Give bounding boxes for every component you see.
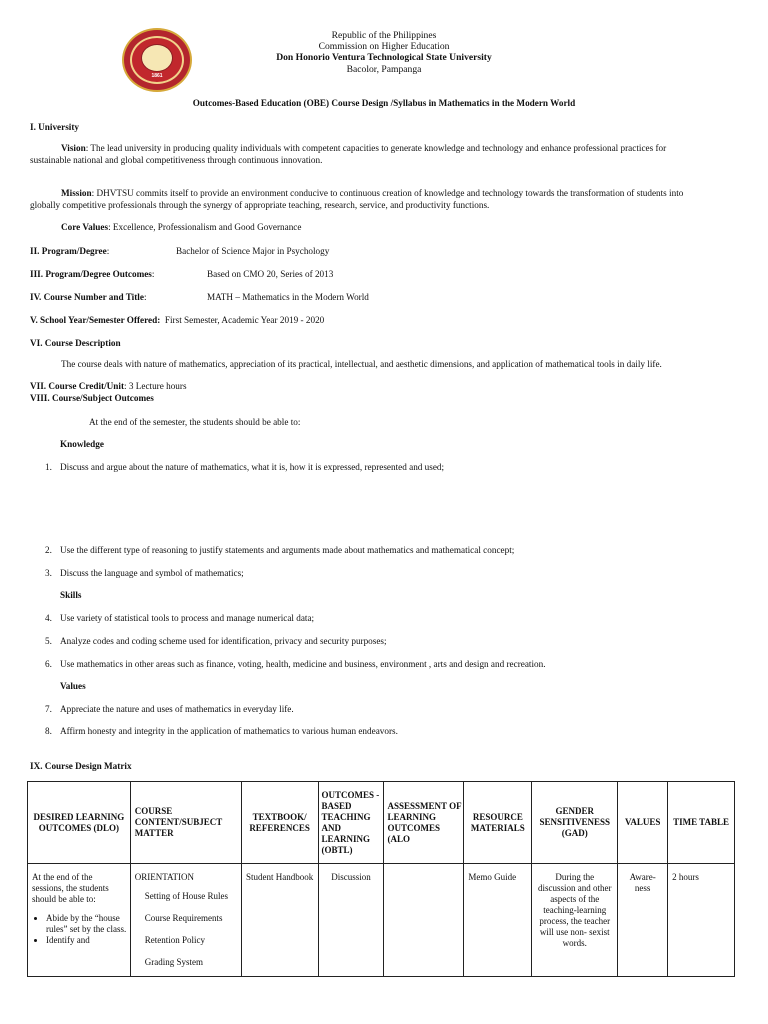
cell-time-table (668, 864, 735, 977)
core-values-line (61, 221, 301, 233)
dlo-intro: At the end of the sessions, the students should be able to: (32, 872, 109, 904)
cell-values (618, 864, 668, 977)
program-degree-label: II. Program/Degree (30, 246, 107, 256)
cell-course-content (130, 864, 241, 977)
course-title-colon: : (143, 292, 147, 302)
program-degree-colon: : (106, 246, 110, 256)
skills-subheading: Skills (60, 590, 82, 600)
mission-label: Mission (61, 188, 92, 198)
program-outcomes-colon: : (151, 269, 155, 279)
dlo-list (28, 913, 130, 946)
cell-resource (464, 864, 532, 977)
core-values-label: Core Values (61, 222, 109, 232)
vision-label: Vision (61, 143, 86, 153)
mission-line-2: globally competitive professionals through the synergy of appropriate teaching, research, service, and productivity functions. (30, 200, 490, 210)
obtl-value: Discussion (331, 872, 371, 882)
document-title: Outcomes-Based Education (OBE) Course Design /Syllabus in Mathematics in the Modern World (192, 98, 576, 108)
values-value: Aware-ness (629, 872, 656, 893)
outcome-number-8: 8. (45, 726, 52, 736)
course-design-matrix-heading: IX. Course Design Matrix (30, 761, 132, 771)
cell-dlo (28, 864, 131, 977)
textbook-value: Student Handbook (245, 872, 314, 882)
cell-textbook (241, 864, 318, 977)
content-title: ORIENTATION (134, 872, 195, 882)
header-dlo: DESIRED LEARNING OUTCOMES (DLO) (28, 782, 131, 864)
outcome-number-6: 6. (45, 659, 52, 669)
outcome-number-4: 4. (45, 613, 52, 623)
outcome-item-1: Discuss and argue about the nature of mathematics, what it is, how it is expressed, represented and used; (60, 462, 445, 472)
school-year-value: First Semester, Academic Year 2019 - 2020 (164, 315, 325, 325)
course-credit-value: : 3 Lecture hours (124, 381, 187, 391)
header-values: VALUES (618, 782, 668, 864)
vision-text-1: : The lead university in producing quality individuals with competent capacities to generate knowledge and technology and enhance professional practices for (85, 143, 667, 153)
resource-value: Memo Guide (468, 872, 517, 882)
knowledge-subheading: Knowledge (60, 439, 104, 449)
course-title-row (30, 291, 147, 303)
gad-value: During the discussion and other aspects of the teaching-learning process, the teacher will use non- sexist words. (538, 872, 612, 948)
outcome-item-7: Appreciate the nature and uses of mathematics in everyday life. (60, 704, 294, 714)
school-year-row (30, 314, 324, 326)
course-credit-label: VII. Course Credit/Unit (30, 381, 125, 391)
course-credit-row (30, 380, 187, 392)
course-title-label: IV. Course Number and Title (30, 292, 144, 302)
header-commission: Commission on Higher Education (318, 41, 450, 52)
program-outcomes-label: III. Program/Degree Outcomes (30, 269, 152, 279)
content-item: Retention Policy (144, 935, 205, 945)
course-description-text: The course deals with nature of mathematics, appreciation of its practical, intellectual, and aesthetic dimensions, and application of mathematical tools in daily life. (61, 359, 662, 369)
program-outcomes-value: Based on CMO 20, Series of 2013 (207, 269, 334, 279)
outcome-number-1: 1. (45, 462, 52, 472)
vision-line-1 (61, 142, 666, 154)
program-degree-value: Bachelor of Science Major in Psychology (176, 246, 330, 256)
header-textbook: TEXTBOOK/ REFERENCES (241, 782, 318, 864)
course-title-value: MATH – Mathematics in the Modern World (207, 292, 369, 302)
table-row (28, 864, 735, 977)
program-degree-row (30, 245, 109, 257)
vision-line-2: sustainable national and global competitiveness through continuous innovation. (30, 155, 323, 165)
outcome-item-4: Use variety of statistical tools to process and manage numerical data; (60, 613, 315, 623)
cell-gad (532, 864, 618, 977)
header-course-content: COURSE CONTENT/SUBJECT MATTER (130, 782, 241, 864)
header-resource: RESOURCE MATERIALS (464, 782, 532, 864)
header-republic: Republic of the Philippines (331, 30, 437, 41)
header-obtl: OUTCOMES -BASED TEACHING AND LEARNING (OBTL) (318, 782, 384, 864)
outcome-number-5: 5. (45, 636, 52, 646)
header-time-table: TIME TABLE (668, 782, 735, 864)
header-alo: ASSESSMENT OF LEARNING OUTCOMES (ALO (384, 782, 464, 864)
program-outcomes-row (30, 268, 154, 280)
section-university-heading: I. University (30, 122, 79, 132)
cell-obtl (318, 864, 384, 977)
header-university: Don Honorio Ventura Technological State University (276, 52, 492, 63)
outcome-item-6: Use mathematics in other areas such as finance, voting, health, medicine and business, environment , arts and design and recreation. (60, 659, 546, 669)
outcome-item-8: Affirm honesty and integrity in the application of mathematics to various human endeavors. (60, 726, 398, 736)
outcome-number-7: 7. (45, 704, 52, 714)
course-design-matrix-table (27, 781, 735, 977)
cell-alo (384, 864, 464, 977)
time-value: 2 hours (672, 872, 699, 882)
content-item: Setting of House Rules (144, 891, 228, 901)
content-item: Course Requirements (144, 913, 223, 923)
subject-outcomes-heading: VIII. Course/Subject Outcomes (30, 393, 154, 403)
mission-text-1: : DHVTSU commits itself to provide an environment conducive to continuous creation of knowledge and technology towards the transformation of students into (91, 188, 684, 198)
header-place: Bacolor, Pampanga (346, 64, 422, 75)
outcome-item-5: Analyze codes and coding scheme used for identification, privacy and security purposes; (60, 636, 387, 646)
list-item: • Abide by the “house rules” set by the class. (46, 913, 130, 935)
alo-value (384, 864, 463, 872)
course-description-heading: VI. Course Description (30, 338, 121, 348)
outcome-number-3: 3. (45, 568, 52, 578)
school-year-label: V. School Year/Semester Offered: (30, 315, 161, 325)
header-gad: GENDER SENSITIVENESS (GAD) (532, 782, 618, 864)
subject-outcomes-intro: At the end of the semester, the students should be able to: (89, 417, 301, 427)
list-item: • Identify and (46, 935, 130, 946)
content-item: Grading System (144, 957, 203, 967)
matrix-header-row (28, 782, 735, 864)
outcome-number-2: 2. (45, 545, 52, 555)
mission-line-1 (61, 187, 683, 199)
outcome-item-2: Use the different type of reasoning to justify statements and arguments made about mathematics and mathematical concept; (60, 545, 515, 555)
core-values-text: : Excellence, Professionalism and Good Governance (108, 222, 302, 232)
outcome-item-3: Discuss the language and symbol of mathematics; (60, 568, 244, 578)
seal-year: 1861 (151, 73, 163, 79)
values-subheading: Values (60, 681, 86, 691)
